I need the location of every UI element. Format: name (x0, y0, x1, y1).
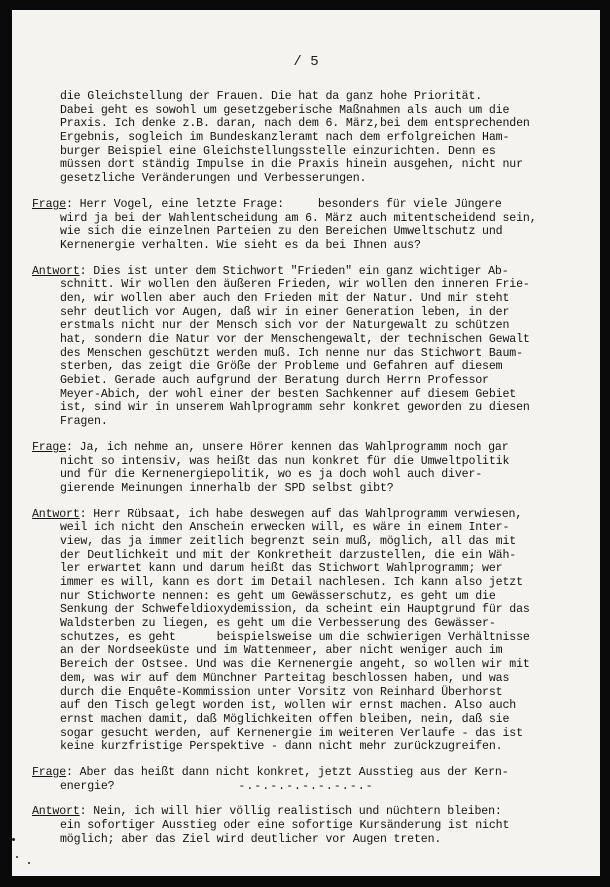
line-text: Dabei geht es sowohl um gesetzgeberische Maßnahmen als auch um die (60, 103, 510, 117)
text-line (32, 265, 600, 279)
text-line (32, 333, 600, 347)
text-line (60, 158, 600, 172)
line-text: erstmals nicht nur der Mensch sich vor der Naturgewalt zu schützen (60, 319, 510, 333)
text-line (32, 672, 600, 686)
page-number: / 5 (293, 54, 319, 70)
line-text: immer es will, kann es dort im Detail nachlesen. Ich kann also jetzt (60, 576, 523, 589)
text-line (32, 819, 600, 833)
line-text: die Gleichstellung der Frauen. Die hat da ganz hohe Priorität. (60, 90, 483, 103)
text-line (32, 535, 600, 549)
text-line (32, 833, 600, 847)
text-line (32, 360, 600, 374)
line-text: sehr deutlich vor Augen, daß wir in einer Generation leben, in der (60, 305, 510, 319)
frage-block (32, 198, 600, 253)
line-text: Fragen. (60, 415, 108, 429)
line-text: der Deutlichkeit und mit der Konkretheit darzustellen, die ein Wäh- (60, 548, 517, 562)
text-line (32, 441, 600, 455)
speaker-label: Antwort (32, 805, 80, 819)
speaker-label: Frage (32, 197, 67, 211)
line-text: nur Stichworte nennen: es geht um Gewässerschutz, es geht um die (60, 589, 496, 603)
line-text: möglich; aber das Ziel wird deutlicher vor Augen treten. (60, 832, 442, 846)
text-line (32, 686, 600, 700)
text-line (32, 212, 600, 226)
text-line (32, 198, 600, 212)
text-line (60, 104, 600, 118)
text-line (32, 576, 600, 590)
text-line (32, 603, 600, 617)
text-line (60, 90, 600, 104)
text-line (32, 562, 600, 576)
line-text: müssen dort ständig Impulse in die Praxis hinein ausgehen, nicht nur (60, 158, 523, 172)
line-text: und für die Kernenergiepolitik, wo es ja doch wohl auch diver- (60, 468, 483, 482)
text-line (32, 713, 600, 727)
line-text: : Dies ist unter dem Stichwort "Frieden" ein ganz wichtiger Ab- (79, 264, 509, 278)
line-text: gesetzliche Veränderungen und Verbesserungen. (60, 172, 367, 186)
line-text: gierende Meinungen innerhalb der SPD selbst gibt? (60, 481, 394, 495)
text-line (60, 172, 600, 186)
line-text: ernst machen damit, daß Möglichkeiten offen bleiben, nein, daß sie (60, 712, 510, 726)
text-line (32, 374, 600, 388)
line-text: sogar gesucht werden, auf Kernenergie im weiteren Verlaufe - das ist (60, 726, 523, 740)
line-text: Ergebnis, sogleich im Bundeskanzleramt nach dem erfolgreichen Ham- (60, 131, 510, 145)
continuation-block (60, 90, 600, 186)
text-line (60, 145, 600, 159)
line-text: den, wir wollen aber auch den Frieden mit der Natur. Und mir steht (60, 291, 510, 305)
text-line (32, 347, 600, 361)
line-text: schutzes, es geht beispielsweise um die schwierigen Verhältnisse (60, 630, 530, 644)
line-text: ein sofortiger Ausstieg oder eine sofortige Kursänderung ist nicht (60, 819, 510, 832)
text-line (32, 306, 600, 320)
scan-speck (28, 862, 30, 864)
line-text: : Nein, ich will hier völlig realistisch und nüchtern bleiben: (79, 805, 502, 819)
line-text: ler erwartet kann und darum heißt das Stichwort Wahlprogramm; wer (60, 562, 503, 576)
speaker-label: Frage (32, 765, 67, 779)
text-line (32, 521, 600, 535)
text-line (32, 766, 600, 780)
text-line (32, 415, 600, 429)
text-line (32, 388, 600, 402)
text-line (32, 658, 600, 672)
text-line (32, 699, 600, 713)
line-text: nicht so intensiv, was heißt das nun konkret für die Umweltpolitik (60, 454, 510, 468)
text-line (32, 292, 600, 306)
line-text: weil ich nicht den Anschein erwecken will, es wäre in einem Inter- (60, 521, 510, 535)
line-text: burger Beispiel eine Gleichstellungsstelle einzurichten. Denn es (60, 144, 496, 158)
speaker-label: Antwort (32, 264, 80, 278)
text-line (32, 740, 600, 754)
end-separator: -.-.-.-.-.-.-.-.- (238, 780, 374, 793)
text-line (32, 225, 600, 239)
text-line (60, 131, 600, 145)
line-text: ist, sind wir in unserem Wahlprogramm sehr konkret geworden zu diesen (60, 401, 530, 415)
line-text: Waldsterben zu liegen, es geht um die Verbesserung des Gewässer- (60, 617, 496, 631)
text-line (32, 278, 600, 292)
text-line (32, 319, 600, 333)
text-line (32, 644, 600, 658)
text-line (60, 117, 600, 131)
line-text: auf den Tisch gelegt worden ist, wollen wir ernst machen. Also auch (60, 699, 517, 713)
line-text: Senkung der Schwefeldioxydemission, da scheint ein Hauptgrund für das (60, 603, 530, 617)
text-line (32, 455, 600, 469)
line-text: an der Nordseeküste und im Wattenmeer, aber nicht weniger auch im (60, 644, 503, 658)
line-text: hat, sondern die Natur vor der Menschengewalt, der technischen Gewalt (60, 333, 530, 346)
line-text: : Ja, ich nehme an, unsere Hörer kennen das Wahlprogramm noch gar (66, 440, 509, 454)
text-line (32, 727, 600, 741)
document-page (12, 10, 600, 876)
transcript-body (32, 90, 600, 858)
line-text: schnitt. Wir wollen den äußeren Frieden, wir wollen den inneren Frie- (60, 278, 530, 292)
line-text: : Aber das heißt dann nicht konkret, jetzt Ausstieg aus der Kern- (66, 765, 509, 779)
text-line (32, 239, 600, 253)
line-text: sterben, das zeigt die Größe der Probleme und Gefahren auf diesem (60, 360, 503, 374)
line-text: dem, was wir auf dem Münchner Parteitag beschlossen haben, und was (60, 671, 510, 685)
text-line (32, 401, 600, 415)
line-text: wird ja bei der Wahlentscheidung am 6. März auch mitentscheidend sein, (60, 211, 537, 225)
text-line (32, 549, 600, 563)
line-text: : Herr Vogel, eine letzte Frage: besonders für viele Jüngere (66, 197, 502, 211)
speaker-label: Antwort (32, 507, 80, 521)
line-text: des Menschen geschützt werden muß. Ich nenne nur das Stichwort Baum- (60, 346, 523, 360)
line-text: Praxis. Ich denke z.B. daran, nach dem 6. März,bei dem entsprechenden (60, 117, 530, 131)
text-line (32, 468, 600, 482)
antwort-block (32, 265, 600, 429)
text-line (32, 631, 600, 645)
line-text: Gebiet. Gerade auch aufgrund der Beratung durch Herrn Professor (60, 374, 489, 388)
line-text: Meyer-Abich, der wohl einer der besten Sachkenner auf diesem Gebiet (60, 387, 517, 401)
line-text: Kernenergie verhalten. Wie sieht es da bei Ihnen aus? (60, 238, 421, 252)
scan-speck (16, 856, 18, 858)
frage-block (32, 441, 600, 496)
text-line (32, 590, 600, 604)
scan-speck (12, 838, 15, 841)
line-text: : Herr Rübsaat, ich habe deswegen auf das Wahlprogramm verwiesen, (79, 507, 523, 521)
line-text: durch die Enquête-Kommission unter Vorsitz von Reinhard Überhorst (60, 685, 503, 699)
line-text: Bereich der Ostsee. Und was die Kernenergie angeht, so wollen wir mit (60, 658, 530, 672)
text-line (32, 617, 600, 631)
antwort-block (32, 508, 600, 754)
text-line (32, 508, 600, 522)
text-line (32, 805, 600, 819)
antwort-block (32, 805, 600, 846)
line-text: wie sich die einzelnen Parteien zu den Bereichen Umweltschutz und (60, 225, 503, 239)
line-text: view, das ja immer zeitlich begrenzt sein muß, möglich, all das mit (60, 534, 517, 548)
line-text: energie? (60, 779, 115, 793)
speaker-label: Frage (32, 440, 67, 454)
line-text: keine kurzfristige Perspektive - dann nicht mehr zurückzugreifen. (60, 740, 503, 754)
text-line (32, 482, 600, 496)
